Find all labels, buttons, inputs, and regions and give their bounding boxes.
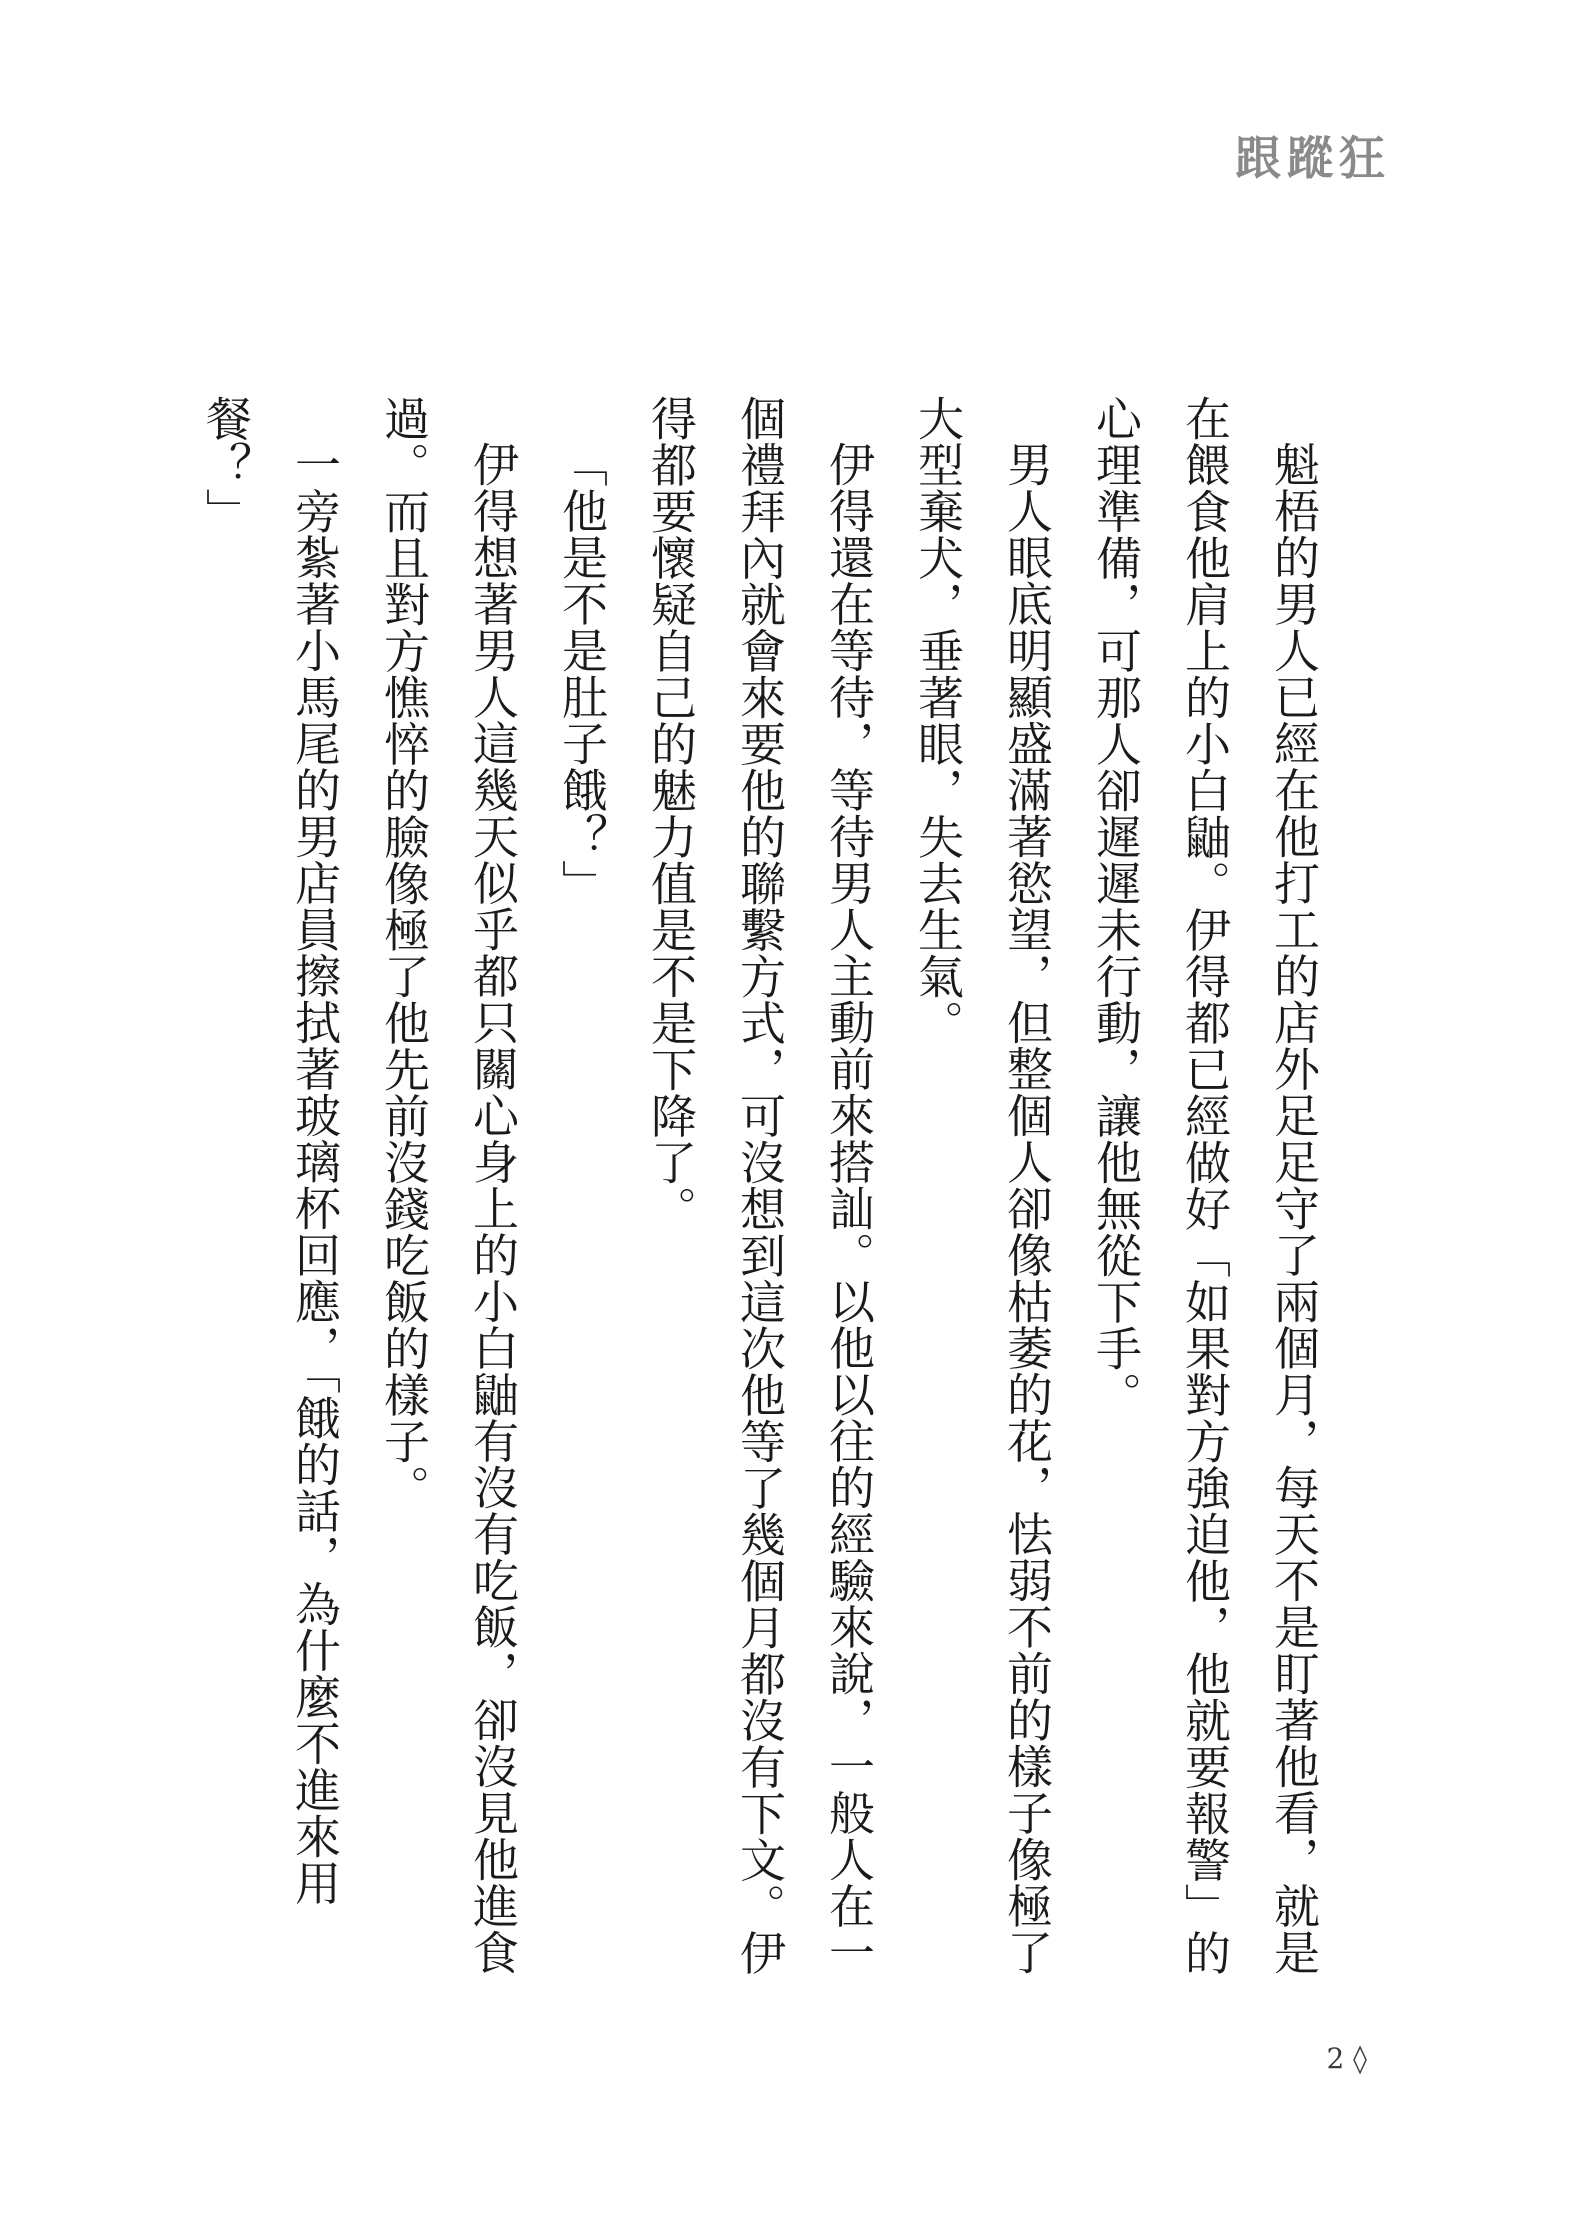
chapter-body-text: [181, 395, 1338, 1985]
paragraph: 一旁紮著小馬尾的男店員擦拭著玻璃杯回應，「餓的話，為什麼不進來用餐？」: [199, 395, 342, 1906]
paragraph: 伊得還在等待，等待男人主動前來搭訕。以他以往的經驗來說，一般人在一個禮拜內就會來要他的聯繫方式，可沒想到這次他等了幾個月都沒有下文。伊得都要懷疑自己的魅力值是不是下降了。: [644, 395, 876, 1976]
paragraph: 男人眼底明顯盛滿著慾望，但整個人卻像枯萎的花，怯弱不前的樣子像極了大型棄犬，垂著眼，失去生氣。: [911, 395, 1054, 1976]
page-number: 2 ◊: [1326, 2042, 1367, 2075]
paragraph: 魁梧的男人已經在他打工的店外足足守了兩個月，每天不是盯著他看，就是在餵食他肩上的小白鼬。伊得都已經做好「如果對方強迫他，他就要報警」的心理準備，可那人卻遲遲未行動，讓他無從下手。: [1089, 395, 1321, 1976]
book-title: 跟蹤狂: [1235, 131, 1391, 185]
paragraph: 伊得想著男人這幾天似乎都只關心身上的小白鼬有沒有吃飯，卻沒見他進食過。而且對方憔悴的臉像極了他先前沒錢吃飯的樣子。: [377, 395, 520, 1976]
paragraph: 「他是不是肚子餓？」: [555, 441, 609, 906]
